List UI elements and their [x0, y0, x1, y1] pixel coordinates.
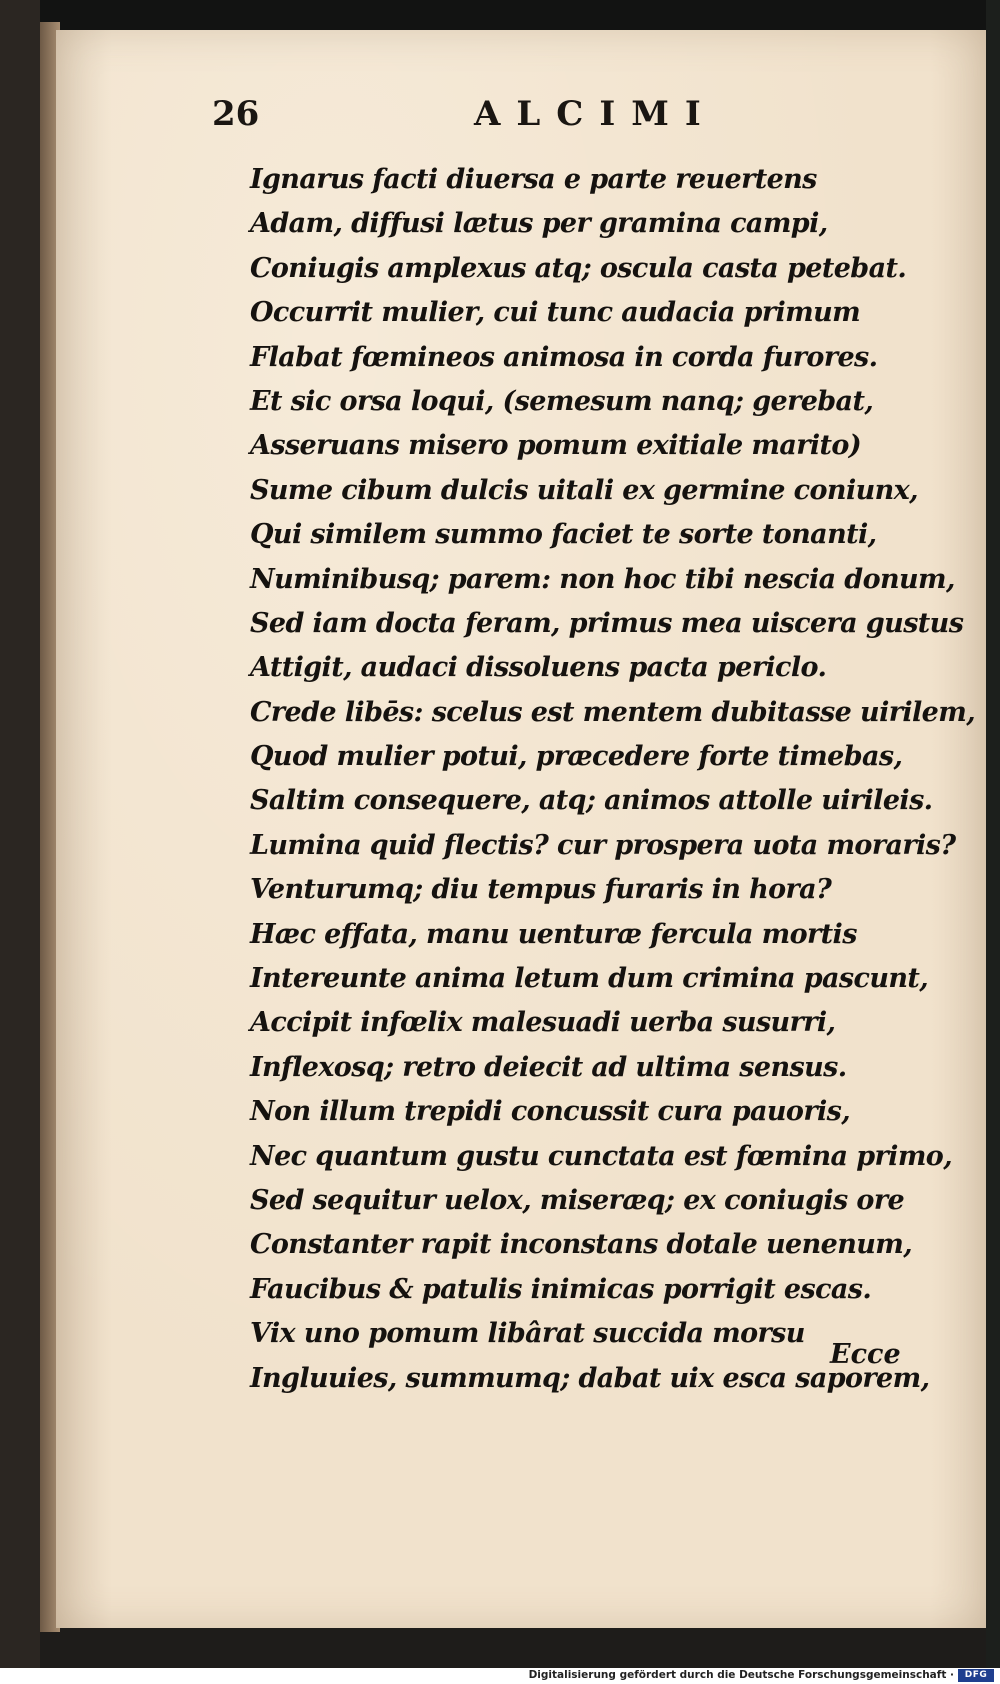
verse-line: Vix uno pomum libârat succida morsu	[250, 1318, 805, 1350]
book-cover-top	[40, 0, 1000, 32]
verse-line: Flabat fœmineos animosa in corda furores.	[250, 341, 878, 373]
verse-line: Hæc effata, manu uenturæ fercula mortis	[250, 918, 857, 950]
verse-line: Inflexosq; retro deiecit ad ultima sensus.	[250, 1051, 847, 1083]
verse-line: Ingluuies, summumq; dabat uix esca saporem,	[250, 1362, 930, 1394]
verse-line: Faucibus & patulis inimicas porrigit escas.	[250, 1273, 872, 1305]
verse-line: Adam, diffusi lætus per gramina campi,	[250, 208, 828, 240]
digitization-credit: Digitalisierung gefördert durch die Deutsche Forschungsgemeinschaft ·	[528, 1669, 954, 1681]
verse-line: Numinibusq; parem: non hoc tibi nescia donum,	[250, 563, 955, 595]
verse-line: Quod mulier potui, præcedere forte timebas,	[250, 741, 903, 773]
verse-line: Attigit, audaci dissoluens pacta periclo.	[250, 652, 827, 684]
verse-line: Ignarus facti diuersa e parte reuertens	[250, 164, 817, 195]
verse-line: Constanter rapit inconstans dotale uenenum,	[250, 1229, 913, 1261]
verse-line: Venturumq; diu tempus furaris in hora?	[250, 874, 832, 906]
catchword: Ecce	[830, 1339, 901, 1370]
book-cover-right	[986, 0, 1000, 1668]
verse-list	[250, 158, 975, 1401]
verse-line: Occurrit mulier, cui tunc audacia primum	[250, 297, 861, 329]
book-cover-left	[0, 0, 40, 1668]
page-number: 26	[212, 94, 260, 134]
running-head: ALCIMI	[474, 94, 717, 134]
verse-line: Saltim consequere, atq; animos attolle uirileis.	[250, 785, 933, 817]
verse-line: Coniugis amplexus atq; oscula casta petebat.	[250, 252, 907, 284]
verse-line: Lumina quid flectis? cur prospera uota moraris?	[250, 829, 956, 861]
verse-line: Crede libēs: scelus est mentem dubitasse uirilem,	[250, 696, 976, 728]
verse-line: Sed sequitur uelox, miseræq; ex coniugis ore	[250, 1184, 905, 1216]
verse-line: Nec quantum gustu cunctata est fœmina primo,	[250, 1140, 952, 1172]
verse-line: Accipit infœlix malesuadi uerba susurri,	[250, 1007, 836, 1039]
dfg-logo: DFG	[958, 1669, 994, 1682]
verse-line: Asseruans misero pomum exitiale marito)	[250, 430, 861, 462]
verse-line: Et sic orsa loqui, (semesum nanq; gerebat,	[250, 385, 874, 417]
verse-line: Sed iam docta feram, primus mea uiscera gustus	[250, 607, 964, 639]
verse-line: Non illum trepidi concussit cura pauoris,	[250, 1096, 850, 1128]
verse-line: Intereunte anima letum dum crimina pascunt,	[250, 963, 929, 995]
verse-line: Sume cibum dulcis uitali ex germine coniunx,	[250, 474, 918, 506]
verse-line: Qui similem summo faciet te sorte tonanti,	[250, 519, 877, 551]
